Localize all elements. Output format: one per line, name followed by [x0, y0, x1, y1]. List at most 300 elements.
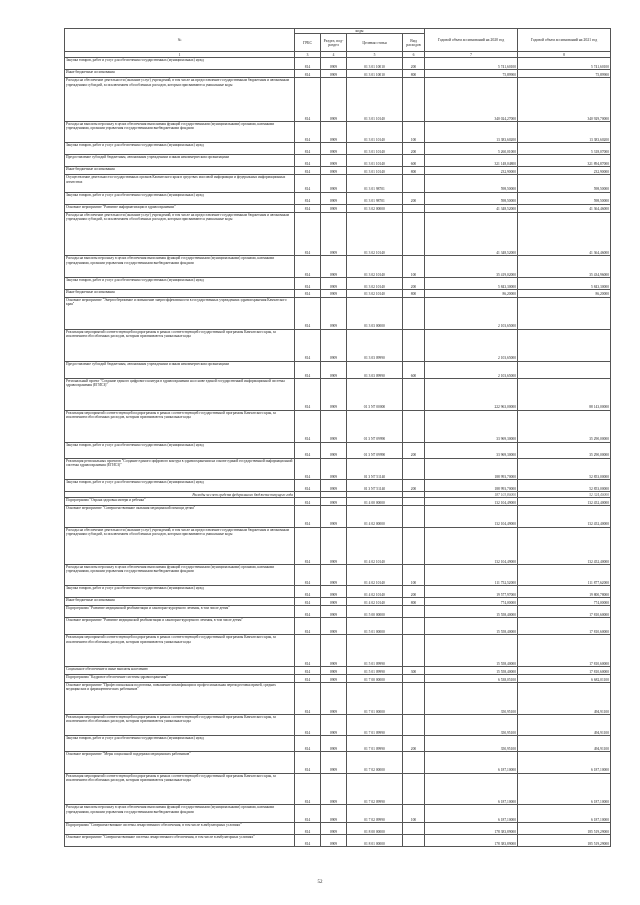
- header-2020: Годовой объем ассигнований на 2020 год: [425, 29, 518, 52]
- row-expense-type: [403, 212, 425, 256]
- row-target: 01 7 02 09990: [347, 805, 403, 822]
- table-row: [65, 564, 611, 585]
- row-amount-2020: 340 024,27000: [425, 78, 518, 122]
- row-grbs: 814: [295, 675, 321, 683]
- row-grbs: 814: [295, 586, 321, 598]
- row-name: Реализация мероприятий соответствующей подпрограммы в рамках соответствующей государственной программы Камчатского края, за исключением обособленных расходов, которым присваиваются уникальные коды: [65, 329, 295, 361]
- row-name: Подпрограмма "Охрана здоровья матери и ребенка": [65, 498, 295, 506]
- row-razdel: 0909: [321, 834, 347, 846]
- row-amount-2021: 5 843,30000: [518, 277, 611, 289]
- row-amount-2021: 340 929,70000: [518, 78, 611, 122]
- row-target: 01 3 02 10140: [347, 289, 403, 297]
- row-razdel: [321, 491, 347, 498]
- row-razdel: 0909: [321, 458, 347, 479]
- table-row: [65, 736, 611, 752]
- row-target: 01 3 02 10140: [347, 277, 403, 289]
- row-razdel: 0909: [321, 256, 347, 277]
- row-amount-2021: 86,20000: [518, 289, 611, 297]
- row-amount-2021: 6 187,10000: [518, 773, 611, 805]
- row-grbs: 814: [295, 378, 321, 410]
- row-amount-2021: 41 364,46000: [518, 212, 611, 256]
- row-grbs: 814: [295, 329, 321, 361]
- row-name: Подпрограмма "Кадровое обеспечение системы здравоохранения": [65, 675, 295, 683]
- row-name: Реализация мероприятий соответствующей подпрограммы в рамках соответствующей государственной программы Камчатского края, за исключением обособленных расходов, которым присваиваются уникальные коды: [65, 410, 295, 442]
- row-grbs: 814: [295, 564, 321, 585]
- row-razdel: 0909: [321, 586, 347, 598]
- row-target: 01 5 01 00000: [347, 618, 403, 635]
- row-target: 01 7 01 09990: [347, 715, 403, 736]
- row-amount-2021: 75,89900: [518, 70, 611, 78]
- row-expense-type: 200: [403, 479, 425, 491]
- header-colnum: 1: [65, 52, 295, 58]
- row-name: Иные бюджетные ассигнования: [65, 70, 295, 78]
- table-row: [65, 277, 611, 289]
- row-target: 01 3 02 10140: [347, 212, 403, 256]
- row-expense-type: 800: [403, 289, 425, 297]
- row-target: 01 7 00 00000: [347, 675, 403, 683]
- row-target: 01 5 00 00000: [347, 606, 403, 618]
- row-razdel: 0909: [321, 598, 347, 606]
- table-row: [65, 805, 611, 822]
- row-name: Социальное обеспечение и иные выплаты населению: [65, 667, 295, 675]
- row-amount-2020: 132 104,49000: [425, 527, 518, 564]
- row-name: Закупка товаров, работ и услуг для обеспечения государственных (муниципальных) нужд: [65, 143, 295, 155]
- table-row: [65, 667, 611, 675]
- header-colnum: 5: [347, 52, 403, 58]
- row-target: 01 3 03 00000: [347, 297, 403, 329]
- row-amount-2020: 41 348,52000: [425, 212, 518, 256]
- row-amount-2021: 35 290,00000: [518, 410, 611, 442]
- row-expense-type: [403, 78, 425, 122]
- row-grbs: 814: [295, 683, 321, 715]
- row-expense-type: 200: [403, 736, 425, 752]
- row-name: Предоставление субсидий бюджетным, автономным учреждениям и иным некоммерческим организациям: [65, 155, 295, 167]
- row-amount-2021: 17 810,60000: [518, 606, 611, 618]
- row-amount-2021: [518, 329, 611, 361]
- row-expense-type: [403, 618, 425, 635]
- header-colnum: 4: [321, 52, 347, 58]
- row-name: Реализация мероприятий соответствующей подпрограммы в рамках соответствующей государственной программы Камчатского края, за исключением обособленных расходов, которым присваиваются уникальные коды: [65, 715, 295, 736]
- row-amount-2020: 6 187,10000: [425, 752, 518, 773]
- row-name: Иные бюджетные ассигнования: [65, 167, 295, 175]
- row-grbs: 814: [295, 78, 321, 122]
- header-colnum: 7: [425, 52, 518, 58]
- row-amount-2021: 494,91100: [518, 736, 611, 752]
- row-target: 01 3 N7 00000: [347, 378, 403, 410]
- row-name: Закупка товаров, работ и услуг для обеспечения государственных (муниципальных) нужд: [65, 58, 295, 70]
- row-grbs: 814: [295, 155, 321, 167]
- row-amount-2020: 5 741,60100: [425, 58, 518, 70]
- row-target: 01 3 03 09990: [347, 329, 403, 361]
- row-amount-2021: 6 187,10000: [518, 805, 611, 822]
- row-amount-2021: 185 519,29000: [518, 822, 611, 834]
- table-row: [65, 192, 611, 204]
- row-name: Расходы на выплаты персоналу в целях обеспечения выполнения функций государственными (муниципальными) органами, казенными учреждениями, органами управления государственными внебюджетными фондами: [65, 256, 295, 277]
- row-amount-2021: 6 187,10000: [518, 752, 611, 773]
- row-name: Иные бюджетные ассигнования: [65, 598, 295, 606]
- header-grbs: ГРБС: [295, 34, 321, 52]
- row-razdel: 0909: [321, 78, 347, 122]
- row-amount-2020: 111 752,52000: [425, 564, 518, 585]
- row-amount-2020: 6 538,05100: [425, 675, 518, 683]
- row-expense-type: [403, 491, 425, 498]
- row-razdel: 0909: [321, 378, 347, 410]
- row-amount-2021: 35 434,96000: [518, 256, 611, 277]
- row-grbs: 814: [295, 256, 321, 277]
- row-name: Расходы на выплаты персоналу в целях обеспечения выполнения функций государственными (муниципальными) органами, казенными учреждениями, органами управления государственными внебюджетными фондами: [65, 564, 295, 585]
- row-amount-2020: 232,90000: [425, 167, 518, 175]
- row-name: Региональный проект "Создание единого цифрового контура в здравоохранении на основе единой государственной информационной системы здравоохранения (ЕГИСЗ)": [65, 378, 295, 410]
- row-amount-2021: 774,00000: [518, 598, 611, 606]
- row-name: Закупка товаров, работ и услуг для обеспечения государственных (муниципальных) нужд: [65, 192, 295, 204]
- row-amount-2021: 88 143,00000: [518, 378, 611, 410]
- row-amount-2021: [518, 297, 611, 329]
- row-target: 01 4 02 10140: [347, 586, 403, 598]
- row-amount-2020: 132 104,49000: [425, 506, 518, 527]
- table-row: [65, 527, 611, 564]
- row-name: Реализация мероприятий соответствующей подпрограммы в рамках соответствующей государственной программы Камчатского края, за исключением обособленных расходов, которым присваиваются уникальные коды: [65, 773, 295, 805]
- row-amount-2020: 774,00000: [425, 598, 518, 606]
- row-grbs: 814: [295, 212, 321, 256]
- header-colnum: 6: [403, 52, 425, 58]
- row-name: Основное мероприятие "Совершенствование оказания медицинской помощи детям": [65, 506, 295, 527]
- row-expense-type: [403, 635, 425, 667]
- row-expense-type: [403, 506, 425, 527]
- row-expense-type: 800: [403, 598, 425, 606]
- row-grbs: 814: [295, 410, 321, 442]
- row-grbs: 814: [295, 297, 321, 329]
- row-grbs: 814: [295, 598, 321, 606]
- table-row: [65, 479, 611, 491]
- row-razdel: 0909: [321, 506, 347, 527]
- row-expense-type: [403, 410, 425, 442]
- row-grbs: 814: [295, 822, 321, 834]
- row-target: 01 3 02 10140: [347, 256, 403, 277]
- table-row: [65, 715, 611, 736]
- row-name: Основное мероприятие "Совершенствование системы лекарственного обеспечения, в том числе в амбулаторных условиях": [65, 834, 295, 846]
- table-row: [65, 175, 611, 192]
- row-target: 01 3 01 10010: [347, 70, 403, 78]
- row-grbs: 814: [295, 122, 321, 143]
- row-razdel: 0909: [321, 715, 347, 736]
- row-target: 01 3 01 10140: [347, 167, 403, 175]
- row-amount-2020: 132 104,49000: [425, 498, 518, 506]
- row-amount-2021: 111 877,62000: [518, 564, 611, 585]
- row-amount-2020: 6 187,10000: [425, 773, 518, 805]
- table-row: [65, 70, 611, 78]
- row-expense-type: [403, 715, 425, 736]
- row-amount-2020: 15 558,40000: [425, 667, 518, 675]
- row-grbs: 814: [295, 773, 321, 805]
- row-razdel: 0909: [321, 204, 347, 212]
- row-amount-2020: 188 993,70000: [425, 479, 518, 491]
- row-razdel: 0909: [321, 277, 347, 289]
- table-row: [65, 297, 611, 329]
- table-row: [65, 675, 611, 683]
- row-amount-2021: 52 324,40000: [518, 491, 611, 498]
- row-grbs: 814: [295, 618, 321, 635]
- row-expense-type: 100: [403, 564, 425, 585]
- row-razdel: 0909: [321, 527, 347, 564]
- header-razdel: Раздел, под-раздел: [321, 34, 347, 52]
- row-amount-2021: 52 853,00000: [518, 458, 611, 479]
- row-amount-2021: 598,50000: [518, 192, 611, 204]
- row-name: Расходы на выплаты персоналу в целях обеспечения выполнения функций государственными (муниципальными) органами, казенными учреждениями, органами управления государственными внебюджетными фондами: [65, 805, 295, 822]
- row-target: 01 3 N7 51140: [347, 458, 403, 479]
- row-target: 01 3 N7 09990: [347, 442, 403, 458]
- table-row: [65, 143, 611, 155]
- row-expense-type: [403, 822, 425, 834]
- row-amount-2021: 494,91100: [518, 715, 611, 736]
- row-expense-type: 200: [403, 192, 425, 204]
- row-razdel: 0909: [321, 297, 347, 329]
- row-grbs: 814: [295, 175, 321, 192]
- row-target: 01 3 01 10010: [347, 58, 403, 70]
- row-amount-2020: 5 260,01000: [425, 143, 518, 155]
- table-row: [65, 752, 611, 773]
- row-amount-2020: 178 383,89000: [425, 822, 518, 834]
- row-name: Подпрограмма "Развитие медицинской реабилитации и санаторно-курортного лечения, в том числе детям": [65, 606, 295, 618]
- table-row: [65, 256, 611, 277]
- row-amount-2021: 19 800,78000: [518, 586, 611, 598]
- row-expense-type: [403, 773, 425, 805]
- row-name: Основное мероприятие "Развитие информатизации в здравоохранении": [65, 204, 295, 212]
- row-amount-2021: 13 383,60200: [518, 122, 611, 143]
- row-expense-type: 200: [403, 442, 425, 458]
- row-name: Подпрограмма "Совершенствование системы лекарственного обеспечения, в том числе в амбулаторных условиях": [65, 822, 295, 834]
- row-target: 01 4 02 10140: [347, 527, 403, 564]
- row-amount-2020: 15 558,40000: [425, 606, 518, 618]
- row-amount-2020: 33 969,30000: [425, 410, 518, 442]
- row-grbs: 814: [295, 752, 321, 773]
- row-target: 01 4 02 00000: [347, 506, 403, 527]
- row-amount-2020: 19 577,97000: [425, 586, 518, 598]
- row-razdel: 0909: [321, 289, 347, 297]
- row-expense-type: [403, 606, 425, 618]
- table-row: [65, 78, 611, 122]
- row-grbs: 814: [295, 715, 321, 736]
- row-amount-2020: 2 103,65000: [425, 297, 518, 329]
- row-razdel: 0909: [321, 192, 347, 204]
- row-razdel: 0909: [321, 606, 347, 618]
- row-amount-2021: 232,90000: [518, 167, 611, 175]
- row-amount-2020: 41 348,52000: [425, 204, 518, 212]
- row-amount-2020: 15 558,40000: [425, 618, 518, 635]
- row-name: Расходы за счет средств федерального бюджета текущего года: [65, 491, 295, 498]
- row-amount-2020: 35 419,02000: [425, 256, 518, 277]
- row-expense-type: 300: [403, 667, 425, 675]
- row-target: 01 3 01 10140: [347, 78, 403, 122]
- row-name: Закупка товаров, работ и услуг для обеспечения государственных (муниципальных) нужд: [65, 277, 295, 289]
- row-amount-2021: 41 364,46000: [518, 204, 611, 212]
- row-grbs: 814: [295, 506, 321, 527]
- row-grbs: 814: [295, 361, 321, 378]
- row-target: 01 3 01 10140: [347, 122, 403, 143]
- header-target: Целевая статья: [347, 34, 403, 52]
- row-target: 01 3 02 00000: [347, 204, 403, 212]
- row-expense-type: 200: [403, 586, 425, 598]
- table-row: [65, 498, 611, 506]
- table-row: [65, 212, 611, 256]
- table-row: [65, 598, 611, 606]
- row-grbs: 814: [295, 442, 321, 458]
- row-amount-2020: 350,95100: [425, 736, 518, 752]
- header-colnum: 3: [295, 52, 321, 58]
- row-amount-2020: 86,20000: [425, 289, 518, 297]
- row-razdel: 0909: [321, 736, 347, 752]
- row-amount-2021: 17 810,60000: [518, 667, 611, 675]
- table-row: [65, 506, 611, 527]
- row-expense-type: [403, 458, 425, 479]
- row-name: Расходы на обеспечение деятельности (оказание услуг) учреждений, в том числе на предоставление государственным бюджетным и автономным учреждениям субсидий, за исключением обособленных расходов, которым присваиваются уникальные коды: [65, 527, 295, 564]
- row-expense-type: [403, 498, 425, 506]
- row-razdel: 0909: [321, 212, 347, 256]
- row-grbs: 814: [295, 70, 321, 78]
- row-expense-type: 100: [403, 122, 425, 143]
- row-razdel: 0909: [321, 329, 347, 361]
- row-razdel: 0909: [321, 479, 347, 491]
- row-expense-type: [403, 752, 425, 773]
- row-amount-2020: 33 969,30000: [425, 442, 518, 458]
- row-amount-2021: 5 318,07000: [518, 143, 611, 155]
- row-name: Закупка товаров, работ и услуг для обеспечения государственных (муниципальных) нужд: [65, 736, 295, 752]
- row-amount-2020: 75,89900: [425, 70, 518, 78]
- row-razdel: 0909: [321, 675, 347, 683]
- row-amount-2020: 187 103,80000: [425, 491, 518, 498]
- row-amount-2020: 350,95100: [425, 683, 518, 715]
- row-expense-type: [403, 675, 425, 683]
- table-row: [65, 635, 611, 667]
- row-target: 01 3 N7 09990: [347, 410, 403, 442]
- row-razdel: 0909: [321, 155, 347, 167]
- row-amount-2021: 52 853,00000: [518, 479, 611, 491]
- row-razdel: 0909: [321, 822, 347, 834]
- row-grbs: 814: [295, 277, 321, 289]
- row-amount-2020: 5 843,30000: [425, 277, 518, 289]
- row-target: 01 5 01 09990: [347, 635, 403, 667]
- row-expense-type: 100: [403, 256, 425, 277]
- row-expense-type: 200: [403, 58, 425, 70]
- row-razdel: 0909: [321, 410, 347, 442]
- row-razdel: 0909: [321, 805, 347, 822]
- table-row: [65, 58, 611, 70]
- row-expense-type: 600: [403, 361, 425, 378]
- row-target: 01 3 01 98701: [347, 192, 403, 204]
- row-amount-2021: 17 810,60000: [518, 635, 611, 667]
- page-number: 52: [317, 880, 323, 885]
- row-amount-2021: 132 452,40000: [518, 527, 611, 564]
- row-grbs: 814: [295, 479, 321, 491]
- row-target: 01 3 03 09990: [347, 361, 403, 378]
- row-name: Предоставление субсидий бюджетным, автономным учреждениям и иным некоммерческим организациям: [65, 361, 295, 378]
- row-amount-2021: 132 452,40000: [518, 506, 611, 527]
- row-razdel: 0909: [321, 564, 347, 585]
- row-razdel: 0909: [321, 752, 347, 773]
- row-amount-2020: 321 148,04800: [425, 155, 518, 167]
- row-grbs: 814: [295, 143, 321, 155]
- row-name: Основное мероприятие "Энергосбережение и повышение энергоэффективности в государственных учреждениях здравоохранения Камчатского края": [65, 297, 295, 329]
- row-grbs: 814: [295, 736, 321, 752]
- row-target: 01 7 01 00000: [347, 683, 403, 715]
- row-expense-type: 800: [403, 167, 425, 175]
- row-expense-type: [403, 834, 425, 846]
- row-grbs: 814: [295, 834, 321, 846]
- row-razdel: 0909: [321, 175, 347, 192]
- row-razdel: 0909: [321, 361, 347, 378]
- row-name: Расходы на обеспечение деятельности (оказание услуг) учреждений, в том числе на предоставление государственным бюджетным и автономным учреждениям субсидий, за исключением обособленных расходов, которым присваиваются уникальные коды: [65, 212, 295, 256]
- table-row: [65, 458, 611, 479]
- table-row: [65, 822, 611, 834]
- row-razdel: 0909: [321, 498, 347, 506]
- row-expense-type: 200: [403, 277, 425, 289]
- row-amount-2021: 17 810,60000: [518, 618, 611, 635]
- row-target: 01 8 01 00000: [347, 834, 403, 846]
- table-row: [65, 491, 611, 498]
- row-expense-type: 200: [403, 143, 425, 155]
- row-target: 01 4 02 10140: [347, 564, 403, 585]
- row-grbs: 814: [295, 58, 321, 70]
- table-row: [65, 618, 611, 635]
- row-target: 01 4 00 00000: [347, 498, 403, 506]
- row-razdel: 0909: [321, 618, 347, 635]
- row-razdel: 0909: [321, 143, 347, 155]
- table-row: [65, 361, 611, 378]
- header-codes: коды: [295, 29, 425, 34]
- table-row: [65, 834, 611, 846]
- row-target: 01 7 01 09990: [347, 736, 403, 752]
- row-razdel: 0909: [321, 667, 347, 675]
- row-target: 01 3 01 98701: [347, 175, 403, 192]
- row-amount-2020: 188 993,70000: [425, 458, 518, 479]
- table-row: [65, 289, 611, 297]
- row-expense-type: [403, 683, 425, 715]
- header-colnum: 8: [518, 52, 611, 58]
- row-target: 01 5 01 09990: [347, 667, 403, 675]
- header-expense-type: Вид расходов: [403, 34, 425, 52]
- row-grbs: 814: [295, 805, 321, 822]
- row-grbs: 814: [295, 289, 321, 297]
- row-amount-2020: 2 103,65000: [425, 361, 518, 378]
- row-grbs: 814: [295, 635, 321, 667]
- row-name: Осуществление деятельности государственных органов Камчатского края в средствах массовой информации и федеральных информационных агентствах: [65, 175, 295, 192]
- row-grbs: 814: [295, 204, 321, 212]
- row-grbs: 814: [295, 458, 321, 479]
- row-target: [347, 491, 403, 498]
- row-razdel: 0909: [321, 167, 347, 175]
- row-expense-type: 100: [403, 805, 425, 822]
- row-grbs: 814: [295, 527, 321, 564]
- row-target: 01 8 00 00000: [347, 822, 403, 834]
- row-expense-type: [403, 527, 425, 564]
- row-name: Закупка товаров, работ и услуг для обеспечения государственных (муниципальных) нужд: [65, 442, 295, 458]
- row-name: Расходы на выплаты персоналу в целях обеспечения выполнения функций государственными (муниципальными) органами, казенными учреждениями, органами управления государственными внебюджетными фондами: [65, 122, 295, 143]
- table-row: [65, 773, 611, 805]
- table-row: [65, 329, 611, 361]
- row-amount-2021: 185 519,29000: [518, 834, 611, 846]
- row-grbs: 814: [295, 192, 321, 204]
- row-amount-2021: [518, 361, 611, 378]
- budget-page: [64, 28, 610, 847]
- table-row: [65, 683, 611, 715]
- row-grbs: 814: [295, 667, 321, 675]
- table-row: [65, 378, 611, 410]
- row-razdel: 0909: [321, 58, 347, 70]
- row-grbs: 814: [295, 606, 321, 618]
- row-name: Реализация региональных проектов "Создание единого цифрового контура в здравоохранении на основе единой государственной информационной системы здравоохранения (ЕГИСЗ)": [65, 458, 295, 479]
- row-amount-2021: 132 452,40000: [518, 498, 611, 506]
- table-row: [65, 586, 611, 598]
- row-amount-2020: 2 103,65000: [425, 329, 518, 361]
